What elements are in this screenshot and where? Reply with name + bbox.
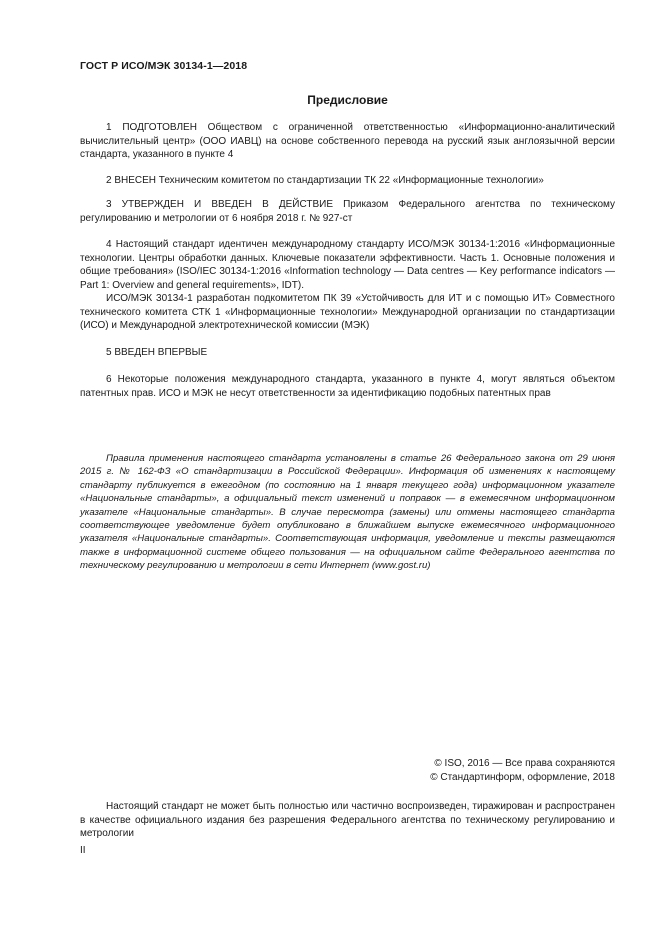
copyright-standartinform: © Стандартинформ, оформление, 2018 (430, 772, 615, 783)
page-number: II (80, 845, 86, 856)
standard-code-header: ГОСТ Р ИСО/МЭК 30134-1—2018 (80, 60, 248, 72)
paragraph-2-introduced-by: 2 ВНЕСЕН Техническим комитетом по стандартизации ТК 22 «Информационные технологии» (106, 175, 544, 186)
reproduction-restriction-text: Настоящий стандарт не может быть полностью или частично воспроизведен, тиражирован и распространен в качестве официального издания без разрешения Федерального агентства по техническому регулированию и метрологии (80, 801, 615, 840)
paragraph-4b-developed-by: ИСО/МЭК 30134-1 разработан подкомитетом ПК 39 «Устойчивость для ИТ и с помощью ИТ» Совместного технического комитета СТК 1 «Информационные технологии» Международной организации по стандартизации (ИСО) и Международной электротехнической комиссии (МЭК) (80, 293, 615, 332)
paragraph-1-prepared-by: 1 ПОДГОТОВЛЕН Обществом с ограниченной ответственностью «Информационно-аналитический вычислительный центр» (ООО ИАВЦ) на основе собственного перевода на русский язык англоязычной версии стандарта, указанного в пункте 4 (80, 122, 615, 161)
paragraph-5-introduced-first: 5 ВВЕДЕН ВПЕРВЫЕ (106, 347, 208, 358)
paragraph-3-approved: 3 УТВЕРЖДЕН И ВВЕДЕН В ДЕЙСТВИЕ Приказом Федерального агентства по техническому регулированию и метрологии от 6 ноября 2018 г. № 927-ст (80, 199, 615, 224)
application-rules-notice: Правила применения настоящего стандарта установлены в статье 26 Федерального закона от 29 июня 2015 г. № 162-ФЗ «О стандартизации в Российской Федерации». Информация об изменениях к настоящему стандарту публикуется в ежегодном (по состоянию на 1 января текущего года) информационном указателе «Национальные стандарты», а официальный текст изменений и поправок — в ежемесячном информационном указателе «Национальные стандарты». В случае пересмотра (замены) или отмены настоящего стандарта соответствующее уведомление будет опубликовано в ближайшем выпуске ежемесячного информационного указателя «Национальные стандарты». Соответствующая информация, уведомление и тексты размещаются также в информационной системе общего пользования — на официальном сайте Федерального агентства по техническому регулированию и метрологии в сети Интернет (www.gost.ru) (80, 453, 615, 572)
paragraph-6-patent-rights: 6 Некоторые положения международного стандарта, указанного в пункте 4, могут являться объектом патентных прав. ИСО и МЭК не несут ответственности за идентификацию подобных патентных прав (80, 374, 615, 399)
page-title: Предисловие (307, 93, 388, 107)
copyright-iso: © ISO, 2016 — Все права сохраняются (434, 758, 615, 769)
paragraph-4-identical-standard: 4 Настоящий стандарт идентичен международному стандарту ИСО/МЭК 30134-1:2016 «Информационные технологии. Центры обработки данных. Ключевые показатели эффективности. Часть 1. Основные положения и общие требования» (ISO/IEC 30134-1:2016 «Information technology — Data centres — Key performance indicators — Part 1: Overview and general requirements», IDT). (80, 239, 615, 291)
